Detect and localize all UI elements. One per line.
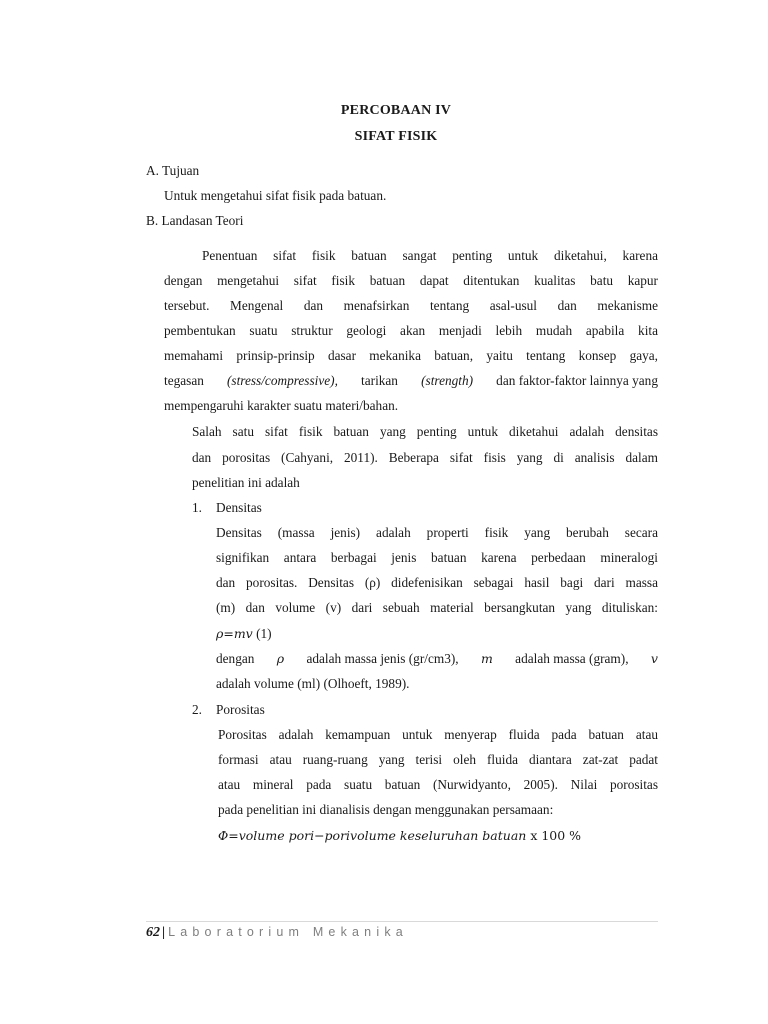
- paragraph-1-line: Penentuan sifat fisik batuan sangat penting untuk diketahui, karena: [202, 248, 658, 263]
- paragraph-2-line: penelitian ini adalah: [192, 475, 300, 490]
- formula-text: ρ=mv: [216, 626, 253, 641]
- chapter-title: PERCOBAAN IV: [340, 103, 452, 118]
- porosity-formula: [218, 828, 581, 844]
- list-item-line: dan porositas. Densitas (ρ) didefenisikan sebagai hasil bagi dari massa: [216, 575, 658, 590]
- paragraph-1-line: tersebut. Mengenal dan menafsirkan tentang asal-usul dan mekanisme: [164, 298, 658, 313]
- list-item-line: pada penelitian ini dianalisis dengan menggunakan persamaan:: [218, 802, 554, 817]
- formula-text: Φ=volume pori−porivolume keseluruhan batuan: [218, 828, 527, 843]
- list-item-line: signifikan antara berbagai jenis batuan karena perbedaan mineralogi: [216, 550, 658, 565]
- footer-separator: |: [162, 925, 166, 940]
- paragraph-1-line: mempengaruhi karakter suatu materi/bahan.: [164, 398, 399, 413]
- list-number: 1.: [192, 500, 202, 515]
- text-run: tegasan: [164, 373, 208, 388]
- page-footer: [146, 925, 408, 941]
- list-item-title: Porositas: [216, 702, 265, 717]
- density-formula: [216, 626, 272, 642]
- section-a-text: Untuk mengetahui sifat fisik pada batuan.: [164, 188, 387, 203]
- list-item-line: Porositas adalah kemampuan untuk menyerap fluida pada batuan atau: [218, 727, 658, 742]
- list-item-line: adalah volume (ml) (Olhoeft, 1989).: [216, 676, 410, 691]
- formula-ref: (1): [252, 626, 272, 641]
- paragraph-1-line: dengan mengetahui sifat fisik batuan dapat ditentukan kualitas batu kapur: [164, 273, 658, 288]
- symbol-m: m: [480, 651, 493, 666]
- list-item-title: Densitas: [216, 500, 262, 515]
- text-run: dengan: [216, 651, 258, 666]
- list-item-line: Densitas (massa jenis) adalah properti fisik yang berubah secara: [216, 525, 658, 540]
- chapter-subtitle: SIFAT FISIK: [354, 129, 438, 144]
- section-b-heading: B. Landasan Teori: [146, 213, 244, 228]
- text-run: tarikan: [357, 373, 402, 388]
- symbol-rho: ρ: [276, 651, 285, 666]
- paragraph-1-line: memahami prinsip-prinsip dasar mekanika batuan, yaitu tentang konsep gaya,: [164, 348, 658, 363]
- list-item-line: [216, 651, 658, 667]
- paragraph-1-line: [164, 373, 658, 389]
- text-run: adalah massa jenis (gr/cm3),: [303, 651, 462, 666]
- formula-tail: x 100 %: [526, 828, 582, 843]
- paragraph-1-line: pembentukan suatu struktur geologi akan menjadi lebih mudah apabila kita: [164, 323, 658, 338]
- page-number: 62: [146, 925, 160, 940]
- list-item-line: atau mineral pada suatu batuan (Nurwidyanto, 2005). Nilai porositas: [218, 777, 658, 792]
- text-run: adalah massa (gram),: [511, 651, 632, 666]
- paragraph-2-line: Salah satu sifat fisik batuan yang penting untuk diketahui adalah densitas: [192, 424, 658, 439]
- text-run-italic: (stress/compressive),: [227, 373, 338, 388]
- footer-divider: [146, 921, 658, 922]
- list-item-line: (m) dan volume (v) dari sebuah material bersangkutan yang dituliskan:: [216, 600, 658, 615]
- text-run-italic: (strength): [421, 373, 474, 388]
- text-run: dan faktor-faktor lainnya yang: [492, 373, 658, 388]
- list-item-line: formasi atau ruang-ruang yang terisi oleh fluida diantara zat-zat padat: [218, 752, 658, 767]
- footer-lab-name: Laboratorium Mekanika: [168, 925, 408, 939]
- list-number: 2.: [192, 702, 202, 717]
- section-a-heading: A. Tujuan: [146, 163, 200, 178]
- symbol-v: v: [650, 651, 658, 666]
- paragraph-2-line: dan porositas (Cahyani, 2011). Beberapa sifat fisis yang di analisis dalam: [192, 450, 658, 465]
